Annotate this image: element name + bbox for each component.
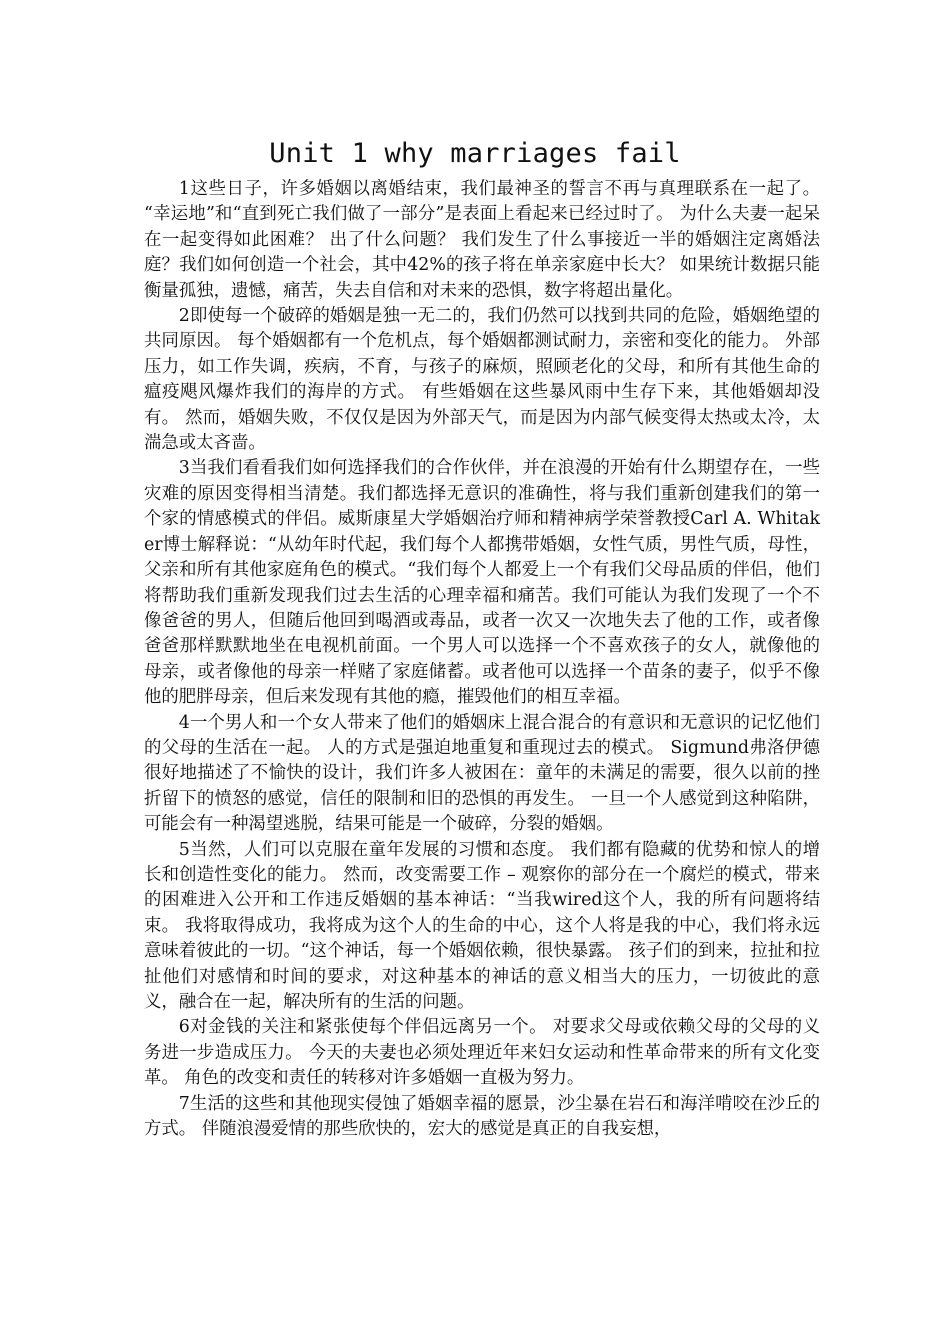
document-body (144, 177, 820, 1142)
document-title: Unit 1 why marriages fail (269, 138, 681, 169)
paragraph-6: 6对金钱的关注和紧张使每个伴侣远离另一个。 对要求父母或依赖父母的父母的义务进一步造成压力。 今天的夫妻也必须处理近年来妇女运动和性革命带来的所有文化变革。 角色的改变和责任的转移对许多婚姻一直极为努力。 (144, 1017, 820, 1089)
paragraph-7: 7生活的这些和其他现实侵蚀了婚姻幸福的愿景，沙尘暴在岩石和海洋啃咬在沙丘的方式。 伴随浪漫爱情的那些欣快的，宏大的感觉是真正的自我妄想， (144, 1093, 820, 1140)
paragraph-4: 4一个男人和一个女人带来了他们的婚姻床上混合混合的有意识和无意识的记忆他们的父母的生活在一起。 人的方式是强迫地重复和重现过去的模式。 Sigmund弗洛伊德很好地描述了不愉快的设计，我们许多人被困在：童年的未满足的需要，很久以前的挫折留下的愤怒的感觉，信任的限制和旧的恐惧的再发生。 一旦一个人感觉到这种陷阱，可能会有一种渴望逃脱，结果可能是一个破碎，分裂的婚姻。 (144, 712, 820, 835)
paragraph-3: 3当我们看看我们如何选择我们的合作伙伴，并在浪漫的开始有什么期望存在，一些灾难的原因变得相当清楚。我们都选择无意识的准确性，将与我们重新创建我们的第一个家的情感模式的伴侣。威斯康星大学婚姻治疗师和精神病学荣誉教授Carl A. Whitaker博士解释说：“从幼年时代起，我们每个人都携带婚姻，女性气质，男性气质，母性，父亲和所有其他家庭角色的模式。“我们每个人都爱上一个有我们父母品质的伴侣，他们将帮助我们重新发现我们过去生活的心理幸福和痛苦。我们可能认为我们发现了一个不像爸爸的男人，但随后他回到喝酒或毒品，或者一次又一次地失去了他的工作，或者像爸爸那样默默地坐在电视机前面。一个男人可以选择一个不喜欢孩子的女人，就像他的母亲，或者像他的母亲一样赌了家庭储蓄。或者他可以选择一个苗条的妻子，似乎不像他的肥胖母亲，但后来发现有其他的瘾，摧毁他们的相互幸福。 (144, 458, 820, 708)
paragraph-5: 5当然，人们可以克服在童年发展的习惯和态度。 我们都有隐藏的优势和惊人的增长和创造性变化的能力。 然而，改变需要工作 – 观察你的部分在一个腐烂的模式，带来的困难进入公开和工作违反婚姻的基本神话：“当我wired这个人，我的所有问题将结束。 我将取得成功，我将成为这个人的生命的中心，这个人将是我的中心，我们将永远意味着彼此的一切。“这个神话，每一个婚姻依赖，很快暴露。 孩子们的到来，拉扯和拉扯他们对感情和时间的要求，对这种基本的神话的意义相当大的压力，一切彼此的意义，融合在一起，解决所有的生活的问题。 (144, 839, 820, 1012)
paragraph-1: 1这些日子，许多婚姻以离婚结束，我们最神圣的誓言不再与真理联系在一起了。 “幸运地”和“直到死亡我们做了一部分”是表面上看起来已经过时了。 为什么夫妻一起呆在一起变得如此困难？ 出了什么问题？ 我们发生了什么事接近一半的婚姻注定离婚法庭？我们如何创造一个社会，其中42%的孩子将在单亲家庭中长大？ 如果统计数据只能衡量孤独，遗憾，痛苦，失去自信和对未来的恐惧，数字将超出量化。 (144, 179, 820, 301)
paragraph-2: 2即使每一个破碎的婚姻是独一无二的，我们仍然可以找到共同的危险，婚姻绝望的共同原因。 每个婚姻都有一个危机点，每个婚姻都测试耐力，亲密和变化的能力。 外部压力，如工作失调，疾病，不育，与孩子的麻烦，照顾老化的父母，和所有其他生命的瘟疫飓风爆炸我们的海岸的方式。 有些婚姻在这些暴风雨中生存下来，其他婚姻却没有。 然而，婚姻失败，不仅仅是因为外部天气，而是因为内部气候变得太热或太冷，太湍急或太吝啬。 (144, 306, 820, 454)
